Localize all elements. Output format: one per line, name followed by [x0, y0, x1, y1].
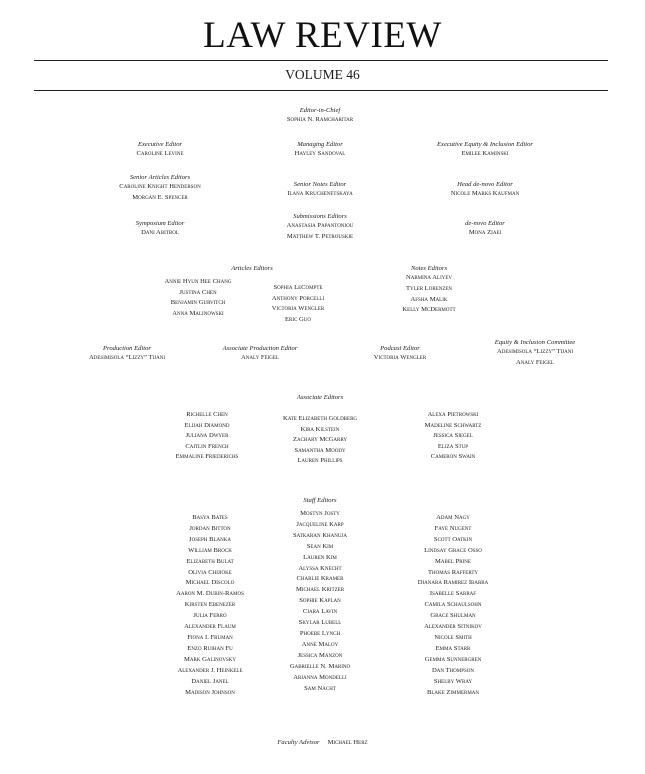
- person-name: Annie Hyun Hee Chang: [164, 278, 232, 285]
- role-label: Submissions Editors: [293, 213, 347, 220]
- person-name: Anastasia Papantoniou: [286, 222, 354, 229]
- staff-editors-heading: Staff Editors: [303, 497, 337, 504]
- staff-editors-col-3: [398, 513, 508, 698]
- person-name: Jordan Bitton: [189, 524, 231, 532]
- person-name: Caroline Levine: [136, 150, 184, 157]
- head-denovo-editor-block: [385, 180, 585, 200]
- associate-editors-col-2: [265, 414, 375, 467]
- person-name: Samantha Moody: [294, 446, 346, 454]
- person-name: Basya Bates: [192, 514, 228, 521]
- person-name: Emilee Kaminski: [461, 150, 509, 157]
- person-name: Aaron M. Dubin-Ramos: [176, 590, 244, 598]
- person-name: Kelly McDermott: [402, 306, 456, 314]
- associate-editors-heading: Associate Editors: [296, 394, 344, 401]
- person-name: Phoebe Lynch: [299, 629, 341, 637]
- person-name: Eric Guo: [285, 315, 311, 323]
- person-name: Anna Malinowski: [172, 309, 224, 317]
- person-name: Kirsten Ebenezer: [184, 601, 236, 609]
- person-name: Analy Feigel: [516, 358, 554, 366]
- person-name: Alexander Sitnikov: [424, 623, 482, 631]
- person-name: Michael Discolo: [185, 579, 235, 587]
- person-name: Dianara Ramirez Ibarra: [417, 579, 489, 587]
- person-name: Alexander J. Heinkele: [177, 666, 243, 674]
- person-name: Emma Starr: [435, 644, 471, 652]
- role-label: Production Editor: [103, 345, 151, 352]
- person-name: Shelby Wray: [433, 677, 473, 685]
- role-label: Podcast Editor: [380, 345, 420, 352]
- exec-equity-editor-block: [385, 140, 585, 160]
- role-label: Head de-novo Editor: [457, 181, 513, 188]
- title-rule-top: [34, 60, 608, 61]
- person-name: Sophia LeCompte: [273, 284, 323, 291]
- articles-editors-col-right: [248, 283, 348, 325]
- person-name: Sophia N. Ramcharitar: [286, 116, 354, 123]
- person-name: Anne Maloy: [301, 640, 339, 648]
- person-name: Morgan E. Spencer: [132, 193, 188, 201]
- person-name: Arianna Mondelli: [293, 673, 347, 681]
- production-editor-block: [52, 344, 202, 364]
- title-rule-bottom: [34, 90, 608, 91]
- staff-editors-col-1: [155, 513, 265, 698]
- person-name: Lauren Kim: [303, 553, 337, 561]
- person-name: Lauren Phillips: [297, 457, 343, 465]
- person-name: Emmaline Friederichs: [175, 453, 239, 461]
- person-name: Zachary McGarry: [292, 436, 348, 444]
- role-label: Senior Notes Editor: [293, 181, 347, 188]
- person-name: Caitlin French: [185, 442, 229, 450]
- denovo-editor-block: [385, 219, 585, 239]
- role-label: Notes Editors: [410, 265, 448, 272]
- faculty-advisor-line: [0, 731, 645, 749]
- associate-editors-col-1: [152, 410, 262, 463]
- person-name: Enzo Ruihan Fu: [187, 644, 233, 652]
- person-name: Eliza Stup: [437, 442, 469, 450]
- person-name: Sean Kim: [306, 542, 334, 550]
- person-name: Jessica Siegel: [433, 432, 473, 440]
- person-name: Kira Kilstein: [300, 425, 340, 433]
- person-name: Scott Oatkin: [433, 535, 473, 543]
- person-name: Michael Herz: [327, 739, 368, 746]
- person-name: Juliana Dwyer: [185, 432, 229, 440]
- articles-editors-heading: Articles Editors: [231, 265, 273, 272]
- notes-editors-block: [350, 264, 508, 316]
- podcast-editor-block: [345, 344, 455, 364]
- person-name: Lindsay Grace Osso: [424, 546, 482, 554]
- person-name: Alyssa Knecht: [298, 564, 342, 572]
- person-name: Jacqueline Karp: [296, 520, 344, 528]
- person-name: Charlie Kramer: [296, 575, 344, 583]
- person-name: Narmina Aliyev: [405, 274, 453, 281]
- person-name: Anthony Porcelli: [271, 294, 325, 302]
- person-name: Fiona I. Fruman: [187, 633, 233, 641]
- person-name: Julia Ferro: [193, 612, 227, 620]
- person-name: Benjamin Gurvitch: [170, 299, 226, 307]
- person-name: Gabrielle N. Marino: [289, 662, 351, 670]
- person-name: Elizabeth Bulat: [186, 557, 234, 565]
- person-name: Dan Thompson: [432, 666, 474, 674]
- person-name: Gemma Sunnergren: [424, 655, 482, 663]
- person-name: Sophie Kaplan: [299, 597, 341, 605]
- person-name: Justina Chen: [179, 288, 217, 296]
- person-name: William Brock: [188, 546, 232, 554]
- person-name: Ilana Kruchenetskaya: [287, 190, 353, 197]
- editor-in-chief-block: [220, 106, 420, 126]
- role-label: Symposium Editor: [135, 220, 185, 227]
- person-name: Alexander Flaum: [184, 623, 236, 631]
- person-name: Faye Nugent: [434, 524, 472, 532]
- person-name: Analy Feigel: [241, 354, 279, 361]
- person-name: Adam Nagy: [436, 514, 470, 521]
- person-name: Joseph Blanka: [189, 535, 231, 543]
- person-name: Satkaran Khanuja: [293, 531, 347, 539]
- equity-committee-block: [465, 338, 605, 369]
- role-label: Managing Editor: [297, 141, 343, 148]
- associate-editors-col-3: [398, 410, 508, 463]
- role-label: Equity & Inclusion Committee: [494, 339, 576, 346]
- role-label: Senior Articles Editors: [129, 174, 191, 181]
- role-label: de-novo Editor: [465, 220, 505, 227]
- person-name: Mostyn Josty: [300, 510, 340, 517]
- person-name: Richelle Chen: [186, 411, 228, 418]
- role-label: Faculty Advisor: [277, 739, 320, 746]
- associate-production-editor-block: [190, 344, 330, 364]
- person-name: Dani Abitbol: [141, 229, 179, 236]
- person-name: Elijah Diamond: [184, 421, 230, 429]
- person-name: Adesimisola “Lizzy” Tijani: [88, 354, 165, 361]
- person-name: Hayley Sandoval: [294, 150, 346, 157]
- person-name: Mona Ziaei: [468, 229, 502, 236]
- person-name: Adesimisola “Lizzy” Tijani: [496, 348, 573, 355]
- role-label: Associate Production Editor: [222, 345, 298, 352]
- person-name: Camila Schaulsohn: [424, 601, 482, 609]
- person-name: Nicole Marks Kaufman: [450, 190, 520, 197]
- person-name: Mark Galinovsky: [184, 655, 236, 663]
- person-name: Ciara Lavin: [302, 608, 338, 616]
- person-name: Sam Nacht: [304, 684, 336, 692]
- articles-editors-col-left: [148, 277, 248, 319]
- person-name: Alexa Pietrowski: [427, 411, 479, 418]
- person-name: Victoria Wengler: [373, 354, 427, 361]
- person-name: Matthew T. Petrouskie: [286, 232, 354, 240]
- role-label: Executive Editor: [137, 141, 183, 148]
- volume-label: VOLUME 46: [285, 67, 360, 82]
- person-name: Olivia Chijioke: [188, 568, 232, 576]
- person-name: Grace Shulman: [430, 612, 476, 620]
- person-name: Kate Elizabeth Goldberg: [282, 415, 358, 422]
- person-name: Jessica Manzon: [297, 651, 343, 659]
- journal-title: LAW REVIEW: [203, 15, 442, 56]
- person-name: Afsha Malik: [410, 295, 448, 303]
- person-name: Nicole Smith: [434, 633, 472, 641]
- person-name: Cameron Swain: [430, 453, 476, 461]
- staff-editors-col-2: [265, 509, 375, 694]
- person-name: Blake Zimmerman: [426, 688, 480, 696]
- person-name: Daniel Janel: [191, 677, 229, 685]
- person-name: Madeline Schwartz: [424, 421, 482, 429]
- person-name: Skylar Lubell: [298, 619, 342, 627]
- person-name: Tyler Lorenzen: [405, 284, 453, 292]
- person-name: Mabel Prine: [435, 557, 471, 565]
- person-name: Isabelle Sarraf: [429, 590, 477, 598]
- role-label: Executive Equity & Inclusion Editor: [437, 141, 533, 148]
- person-name: Thomas Rafferty: [427, 568, 479, 576]
- person-name: Michael Kritzer: [295, 586, 345, 594]
- person-name: Victoria Wengler: [271, 305, 325, 313]
- role-label: Editor-in-Chief: [299, 107, 341, 114]
- person-name: Caroline Knight Henderson: [119, 183, 201, 190]
- person-name: Madison Johnson: [185, 688, 235, 696]
